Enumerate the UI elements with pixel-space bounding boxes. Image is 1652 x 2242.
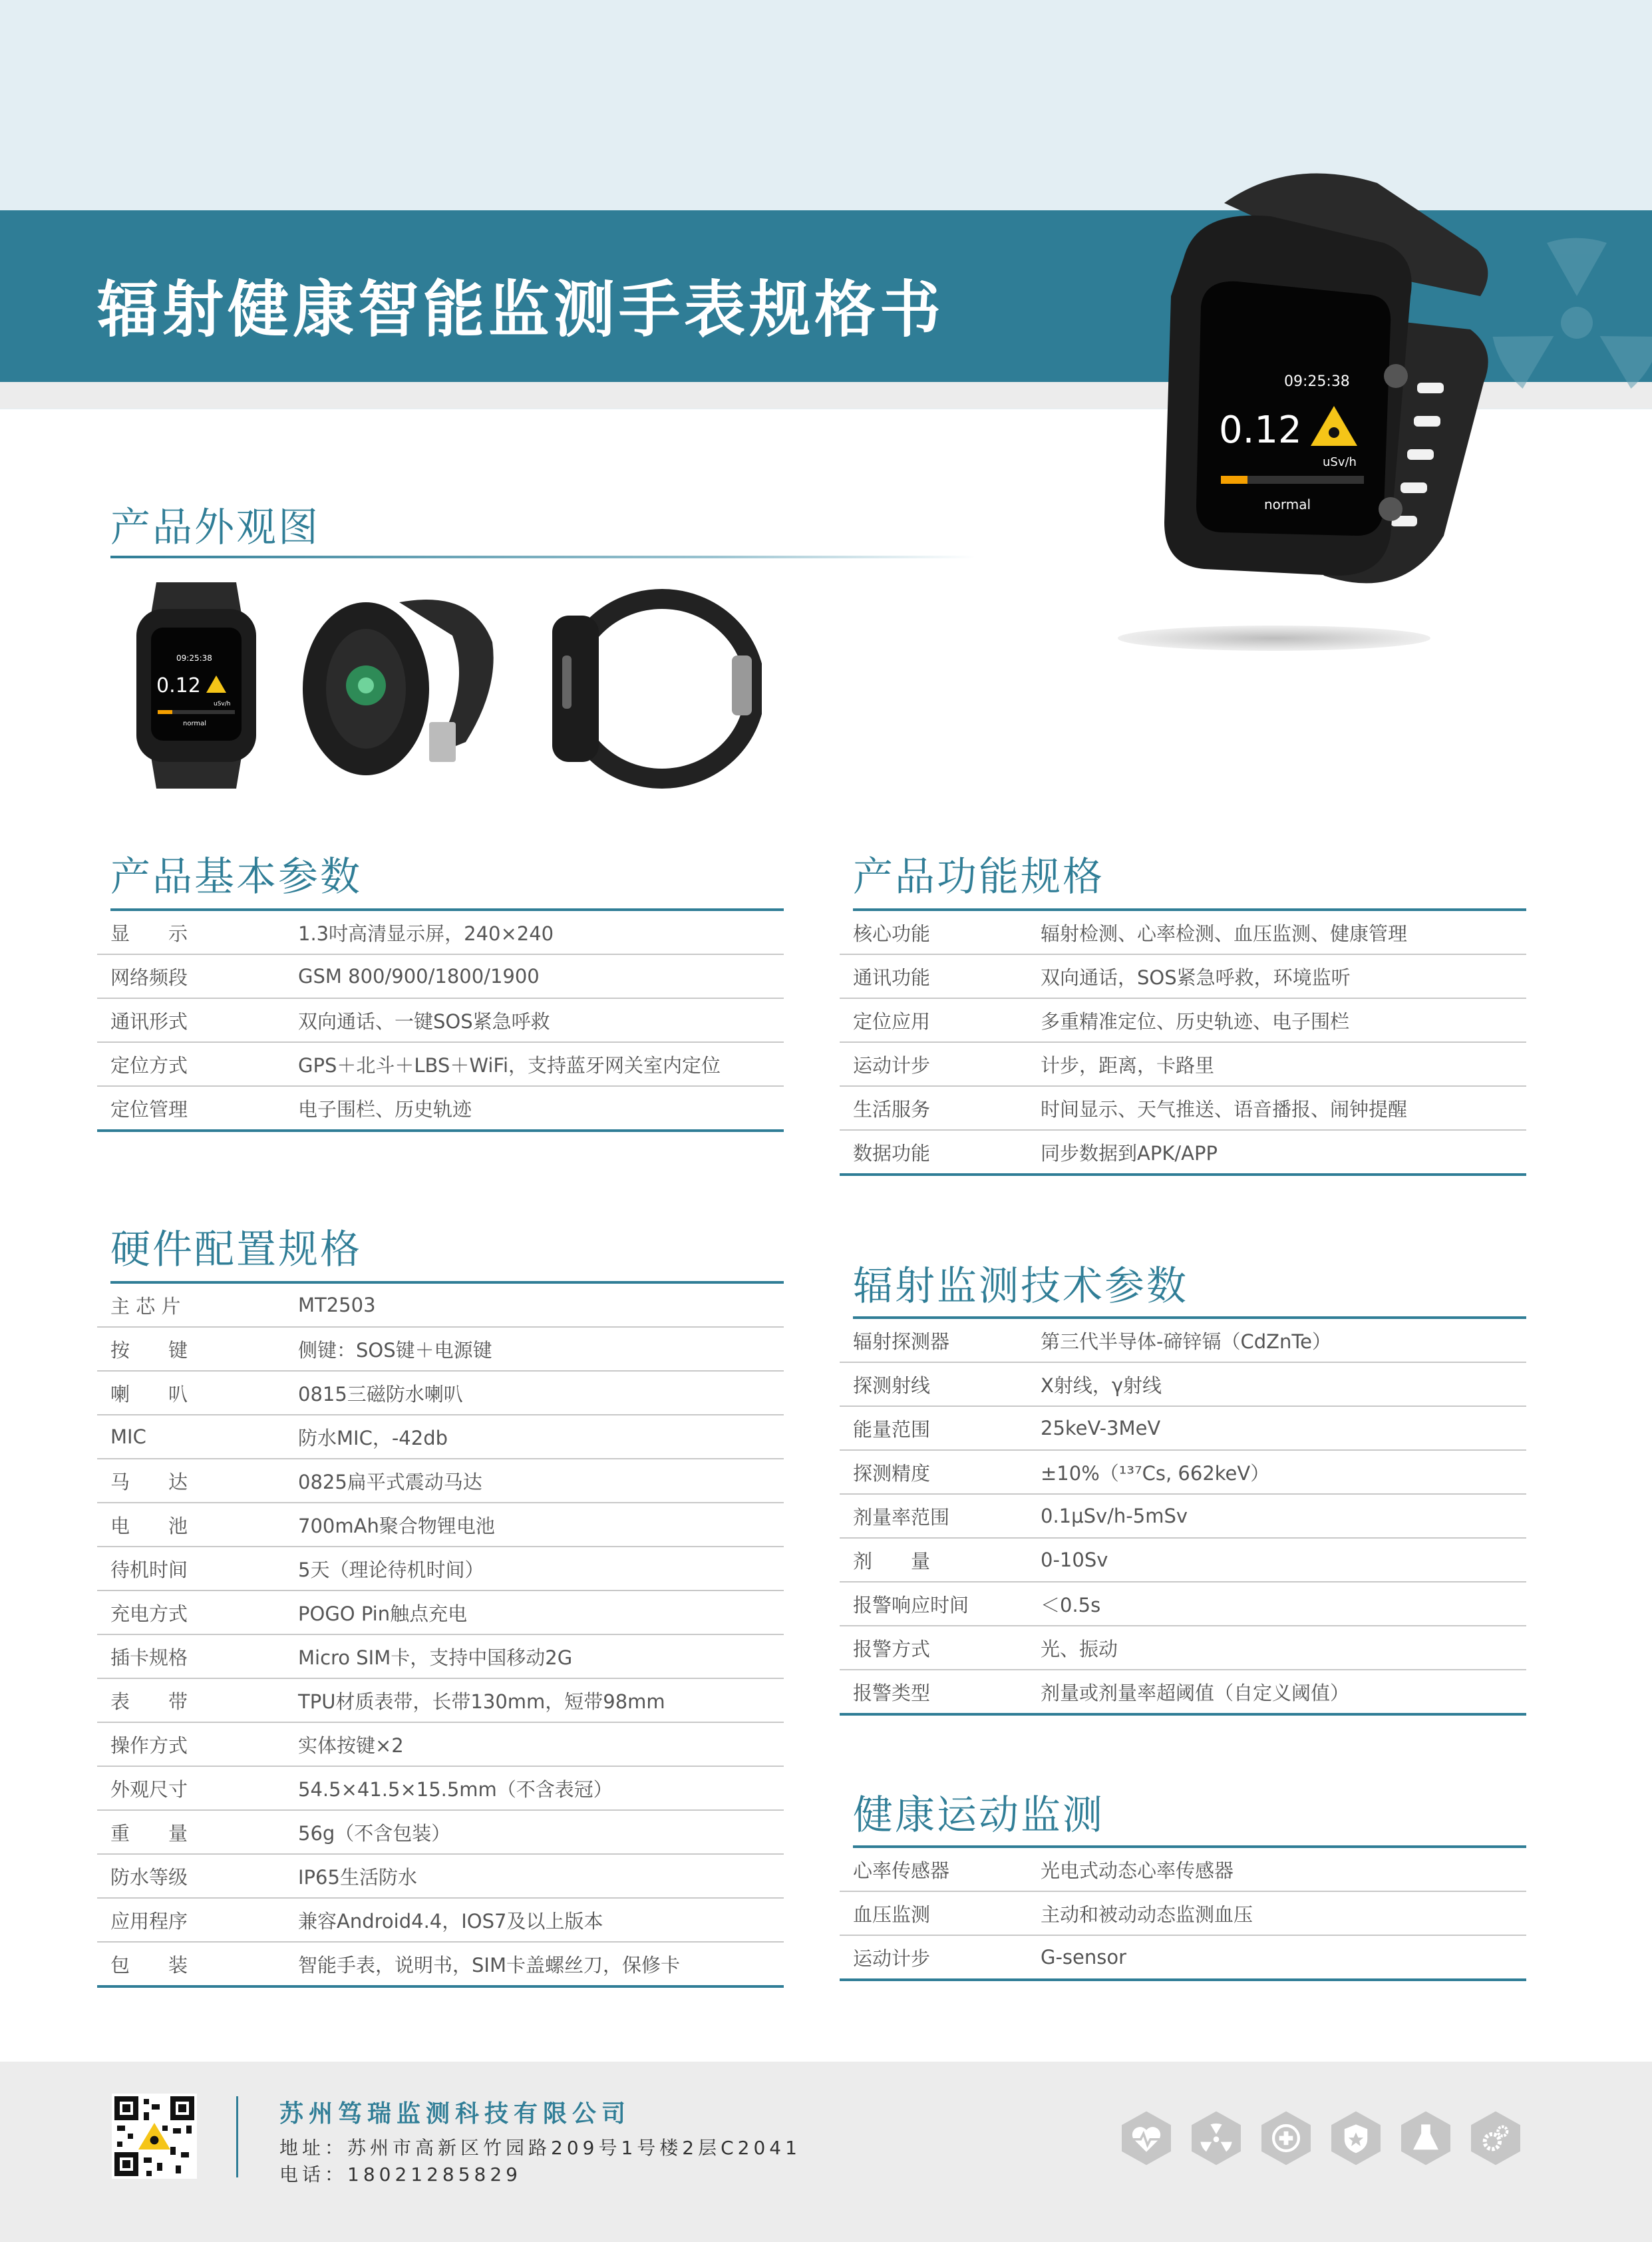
function-specs-table <box>840 911 1526 1176</box>
param-name: 操作方式 <box>97 1722 298 1766</box>
section-title-appearance: 产品外观图 <box>110 504 320 551</box>
param-name: 剂量率范围 <box>840 1494 1041 1538</box>
param-name: 重 量 <box>97 1810 298 1854</box>
hero-watch-time: 09:25:38 <box>1284 373 1350 390</box>
param-name: 探测射线 <box>840 1362 1041 1406</box>
param-name: 电 池 <box>97 1503 298 1547</box>
radiation-icon <box>1188 2110 1245 2167</box>
table-row <box>97 1722 784 1766</box>
param-name: 能量范围 <box>840 1406 1041 1450</box>
hero-watch-image <box>1071 163 1497 602</box>
param-value: 剂量或剂量率超阈值（自定义阈值） <box>1041 1670 1526 1714</box>
table-row <box>97 1854 784 1898</box>
table-row <box>97 998 784 1042</box>
param-value: 0-10Sv <box>1041 1538 1526 1582</box>
section-title-hardware-specs: 硬件配置规格 <box>110 1226 362 1273</box>
param-value: POGO Pin触点充电 <box>298 1590 784 1634</box>
param-value: Micro SIM卡，支持中国移动2G <box>298 1634 784 1678</box>
table-row <box>840 1626 1526 1670</box>
param-name: 按 键 <box>97 1327 298 1371</box>
table-row <box>97 1547 784 1590</box>
param-name: 马 达 <box>97 1459 298 1503</box>
param-value: 54.5×41.5×15.5mm（不含表冠） <box>298 1766 784 1810</box>
param-name: 显 示 <box>97 911 298 954</box>
table-row <box>97 1086 784 1131</box>
table-row <box>840 1670 1526 1714</box>
table-row <box>97 954 784 998</box>
table-row <box>840 1406 1526 1450</box>
table-row <box>97 1634 784 1678</box>
company-phone: 电话：18021285829 <box>279 2163 522 2185</box>
param-value: 辐射检测、心率检测、血压监测、健康管理 <box>1041 911 1526 954</box>
heart-rate-icon <box>1118 2110 1175 2167</box>
param-value: 1.3吋高清显示屏，240×240 <box>298 911 784 954</box>
flask-icon <box>1397 2110 1454 2167</box>
medical-cross-icon <box>1257 2110 1315 2167</box>
param-value: 多重精准定位、历史轨迹、电子围栏 <box>1041 998 1526 1042</box>
front-watch-reading: 0.12 <box>156 674 201 697</box>
watch-front-image <box>130 582 263 789</box>
front-watch-status: normal <box>183 720 207 727</box>
param-value: 第三代半导体-碲锌镉（CdZnTe） <box>1041 1319 1526 1362</box>
param-value: ＜0.5s <box>1041 1582 1526 1626</box>
param-name: 主 芯 片 <box>97 1284 298 1327</box>
param-name: 探测精度 <box>840 1450 1041 1494</box>
param-value: TPU材质表带，长带130mm，短带98mm <box>298 1678 784 1722</box>
table-row <box>97 1810 784 1854</box>
param-value: 同步数据到APK/APP <box>1041 1130 1526 1175</box>
param-value: 防水MIC，-42db <box>298 1415 784 1459</box>
table-row <box>840 998 1526 1042</box>
footer-divider <box>236 2096 238 2177</box>
hero-watch-shadow <box>1118 626 1430 651</box>
param-value: 实体按键×2 <box>298 1722 784 1766</box>
param-value: GPS＋北斗＋LBS＋WiFi，支持蓝牙网关室内定位 <box>298 1042 784 1086</box>
param-value: 700mAh聚合物锂电池 <box>298 1503 784 1547</box>
health-specs-table <box>840 1848 1526 1981</box>
param-name: MIC <box>97 1415 298 1459</box>
qr-code-icon <box>112 2094 197 2179</box>
watch-side-image <box>549 589 762 789</box>
param-name: 定位管理 <box>97 1086 298 1131</box>
watch-back-image <box>299 589 502 789</box>
param-value: 计步，距离，卡路里 <box>1041 1042 1526 1086</box>
table-row <box>97 1371 784 1415</box>
page-title: 辐射健康智能监测手表规格书 <box>97 274 945 345</box>
param-name: 包 装 <box>97 1942 298 1986</box>
param-name: 喇 叭 <box>97 1371 298 1415</box>
table-row <box>840 1848 1526 1891</box>
param-name: 生活服务 <box>840 1086 1041 1130</box>
radiation-specs-table <box>840 1319 1526 1716</box>
table-row <box>97 1766 784 1810</box>
table-row <box>97 1327 784 1371</box>
param-name: 插卡规格 <box>97 1634 298 1678</box>
hardware-specs-table <box>97 1284 784 1988</box>
param-value: 兼容Android4.4，IOS7及以上版本 <box>298 1898 784 1942</box>
param-name: 心率传感器 <box>840 1848 1041 1891</box>
param-value: 0815三磁防水喇叭 <box>298 1371 784 1415</box>
table-row <box>840 1450 1526 1494</box>
front-watch-time: 09:25:38 <box>176 654 212 663</box>
table-row <box>97 1503 784 1547</box>
param-value: 侧键：SOS键＋电源键 <box>298 1327 784 1371</box>
param-value: 0825扁平式震动马达 <box>298 1459 784 1503</box>
section-title-radiation-specs: 辐射监测技术参数 <box>853 1263 1188 1310</box>
param-name: 报警类型 <box>840 1670 1041 1714</box>
param-value: 时间显示、天气推送、语音播报、闹钟提醒 <box>1041 1086 1526 1130</box>
param-value: 电子围栏、历史轨迹 <box>298 1086 784 1131</box>
table-row <box>97 1415 784 1459</box>
table-row <box>97 1459 784 1503</box>
table-row <box>840 1086 1526 1130</box>
param-value: MT2503 <box>298 1284 784 1327</box>
table-row <box>840 1042 1526 1086</box>
table-row <box>97 911 784 954</box>
param-name: 血压监测 <box>840 1891 1041 1935</box>
table-row <box>840 1319 1526 1362</box>
param-value: GSM 800/900/1800/1900 <box>298 954 784 998</box>
table-row <box>97 1898 784 1942</box>
param-value: 25keV-3MeV <box>1041 1406 1526 1450</box>
table-row <box>840 1582 1526 1626</box>
param-value: 智能手表，说明书，SIM卡盖螺丝刀，保修卡 <box>298 1942 784 1986</box>
shield-icon <box>1327 2110 1385 2167</box>
param-name: 充电方式 <box>97 1590 298 1634</box>
table-row <box>97 1284 784 1327</box>
table-row <box>97 1942 784 1986</box>
section-divider-appearance <box>110 556 975 558</box>
param-name: 网络频段 <box>97 954 298 998</box>
section-title-basic-params: 产品基本参数 <box>110 854 362 900</box>
company-address: 地址：苏州市高新区竹园路209号1号楼2层C2041 <box>279 2137 801 2159</box>
param-value: G-sensor <box>1041 1935 1526 1980</box>
param-name: 定位方式 <box>97 1042 298 1086</box>
param-name: 通讯功能 <box>840 954 1041 998</box>
table-row <box>840 1494 1526 1538</box>
table-row <box>840 1891 1526 1935</box>
section-title-health-specs: 健康运动监测 <box>853 1792 1104 1839</box>
table-row <box>840 911 1526 954</box>
gear-icon <box>1467 2110 1524 2167</box>
table-row <box>97 1042 784 1086</box>
param-name: 数据功能 <box>840 1130 1041 1175</box>
param-name: 防水等级 <box>97 1854 298 1898</box>
basic-params-table <box>97 911 784 1132</box>
param-name: 运动计步 <box>840 1042 1041 1086</box>
param-value: 光、振动 <box>1041 1626 1526 1670</box>
param-value: 5天（理论待机时间） <box>298 1547 784 1590</box>
section-title-function-specs: 产品功能规格 <box>853 854 1104 900</box>
param-name: 应用程序 <box>97 1898 298 1942</box>
param-name: 待机时间 <box>97 1547 298 1590</box>
table-row <box>840 1935 1526 1980</box>
param-name: 运动计步 <box>840 1935 1041 1980</box>
param-name: 通讯形式 <box>97 998 298 1042</box>
radiation-watermark-icon <box>1490 206 1652 439</box>
hero-watch-reading: 0.12 <box>1219 409 1302 452</box>
hero-watch-unit: uSv/h <box>1323 455 1357 469</box>
table-row <box>840 1362 1526 1406</box>
param-name: 报警响应时间 <box>840 1582 1041 1626</box>
company-name: 苏州笃瑞监测科技有限公司 <box>279 2100 631 2128</box>
param-name: 剂 量 <box>840 1538 1041 1582</box>
param-value: ±10%（¹³⁷Cs, 662keV） <box>1041 1450 1526 1494</box>
param-value: X射线，γ射线 <box>1041 1362 1526 1406</box>
param-value: 0.1μSv/h-5mSv <box>1041 1494 1526 1538</box>
table-row <box>840 1538 1526 1582</box>
table-row <box>840 1130 1526 1175</box>
param-value: 主动和被动动态监测血压 <box>1041 1891 1526 1935</box>
param-value: 双向通话、一键SOS紧急呼救 <box>298 998 784 1042</box>
table-row <box>97 1590 784 1634</box>
param-name: 核心功能 <box>840 911 1041 954</box>
param-name: 定位应用 <box>840 998 1041 1042</box>
param-value: 56g（不含包装） <box>298 1810 784 1854</box>
table-row <box>840 954 1526 998</box>
param-value: IP65生活防水 <box>298 1854 784 1898</box>
param-name: 表 带 <box>97 1678 298 1722</box>
param-name: 报警方式 <box>840 1626 1041 1670</box>
hero-watch-status: normal <box>1264 496 1311 512</box>
param-name: 辐射探测器 <box>840 1319 1041 1362</box>
param-value: 光电式动态心率传感器 <box>1041 1848 1526 1891</box>
param-name: 外观尺寸 <box>97 1766 298 1810</box>
param-value: 双向通话，SOS紧急呼救，环境监听 <box>1041 954 1526 998</box>
front-watch-unit: uSv/h <box>214 701 231 707</box>
table-row <box>97 1678 784 1722</box>
